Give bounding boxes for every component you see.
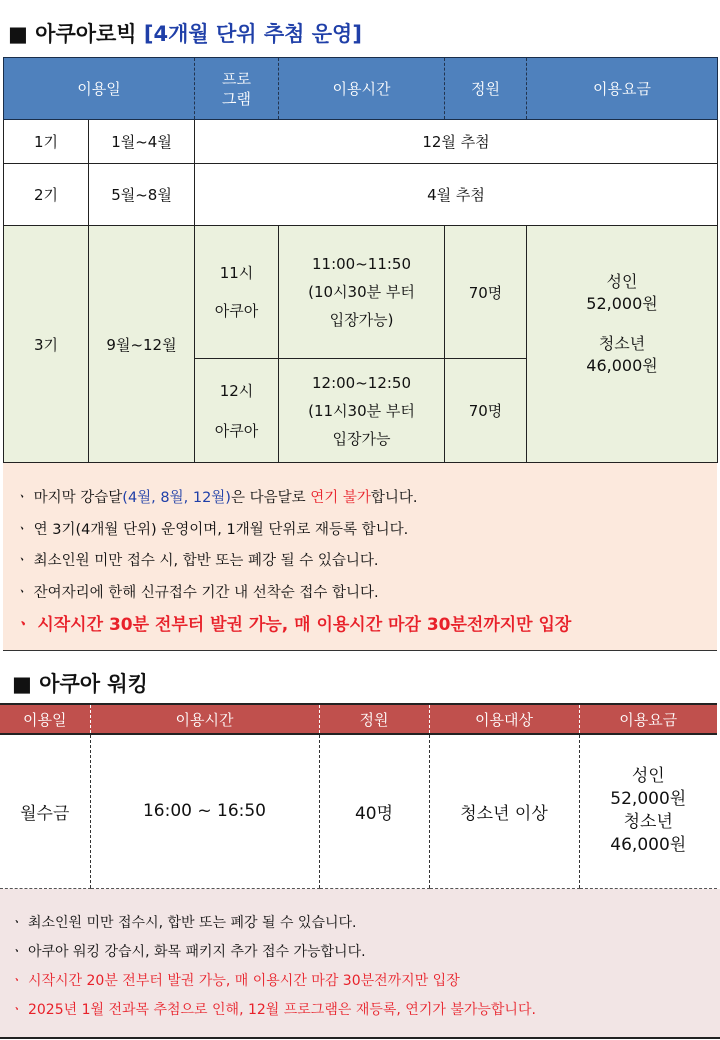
fee-adult-label: 성인 [631,766,665,787]
capacity-cell: 40명 [319,734,429,888]
note-highlight-months: (4월, 8월, 12월) [122,490,231,506]
note-text: 은 다음달로 [230,490,311,506]
note-item: ㆍ 최소인원 미만 접수 시, 합반 또는 폐강 될 수 있습니다. [15,553,379,569]
lottery-note-cell: 4월 추첨 [195,164,718,226]
aqua-walking-notes [0,889,720,1039]
aquarobic-schedule-table [3,57,718,463]
fee-youth-value: 46,000원 [586,356,658,375]
fee-cell [579,734,717,888]
section1-title-prefix: ■ 아쿠아로빅 [8,22,144,46]
months-cell: 1월~4월 [89,120,195,164]
target-cell: 청소년 이상 [429,734,579,888]
term-cell: 2기 [4,164,89,226]
table-row [4,226,718,359]
fee-youth-value: 46,000원 [610,835,687,856]
header-capacity: 정원 [445,58,527,120]
note-item: ㆍ 잔여자리에 한해 신규접수 기간 내 선착순 접수 합니다. [15,584,379,601]
aqua-walking-table [0,703,717,889]
note-text: 합니다. [370,490,418,506]
fee-cell [527,226,718,463]
table-row [0,734,717,888]
fee-youth-label: 청소년 [598,334,646,353]
months-cell: 5월~8월 [89,164,195,226]
capacity-cell: 70명 [445,226,527,359]
header-usage-time: 이용시간 [279,58,445,120]
term-cell: 1기 [4,120,89,164]
fee-adult-value: 52,000원 [586,294,658,313]
lottery-note-cell: 12월 추첨 [195,120,718,164]
table-row [4,120,718,164]
section2-title: ■ 아쿠아 워킹 [12,672,148,696]
table-header-row [0,704,717,734]
header-fee: 이용요금 [579,704,717,734]
note-item-important: ㆍ 시작시간 30분 전부터 발권 가능, 매 이용시간 마감 30분전까지만 입장 [15,615,572,635]
note-item [15,483,717,515]
time-cell: 16:00 ~ 16:50 [90,734,319,888]
days-cell: 월수금 [0,734,90,888]
months-cell: 9월~12월 [89,226,195,463]
note-item-important: ㆍ 2025년 1월 전과목 추첨으로 인해, 12월 프로그램은 재등록, 연기가 불가능합니다. [10,1002,536,1018]
table-row [4,164,718,226]
section1-title-highlight: [4개월 단위 추첨 운영] [143,22,362,46]
fee-adult-label: 성인 [606,272,638,291]
note-text: ㆍ 마지막 강습달 [15,490,123,506]
note-highlight-no-delay: 연기 불가 [310,490,371,506]
header-program: 프로 그램 [195,58,279,120]
note-item-important: ㆍ 시작시간 20분 전부터 발권 가능, 매 이용시간 마감 30분전까지만 입장 [10,973,460,989]
section1-title [8,18,362,48]
note-item: ㆍ 연 3기(4개월 단위) 운영이며, 1개월 단위로 재등록 합니다. [15,521,409,538]
header-capacity: 정원 [319,704,429,734]
fee-youth-label: 청소년 [623,812,673,833]
fee-adult-value: 52,000원 [610,789,687,810]
header-usage-day: 이용일 [4,58,195,120]
table-header-row [4,58,718,120]
note-item: ㆍ 최소인원 미만 접수시, 합반 또는 폐강 될 수 있습니다. [10,915,357,931]
time-cell: 12:00~12:50 (11시30분 부터 입장가능 [279,359,445,463]
note-item: ㆍ 아쿠아 워킹 강습시, 화목 패키지 추가 접수 가능합니다. [10,944,366,960]
header-target: 이용대상 [429,704,579,734]
program-cell: 12시 아쿠아 [195,359,279,463]
time-cell: 11:00~11:50 (10시30분 부터 입장가능) [279,226,445,359]
header-usage-time: 이용시간 [90,704,319,734]
capacity-cell: 70명 [445,359,527,463]
header-usage-day: 이용일 [0,704,90,734]
header-fee: 이용요금 [527,58,718,120]
aquarobic-notes [3,463,717,651]
term-cell: 3기 [4,226,89,463]
program-cell: 11시 아쿠아 [195,226,279,359]
